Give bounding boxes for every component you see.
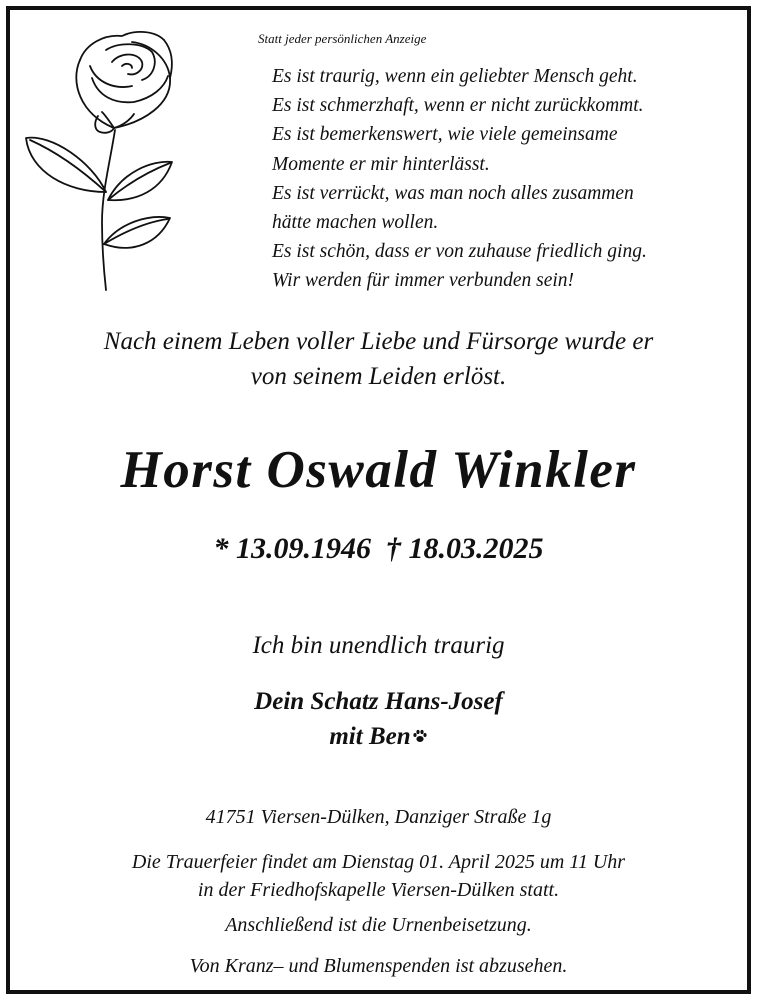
- signature-line: [0, 719, 757, 754]
- poem-line: Es ist schön, dass er von zuhause friedlich ging.: [272, 241, 647, 263]
- poem-line: Wir werden für immer verbunden sein!: [272, 270, 575, 292]
- funeral-info: [0, 848, 757, 904]
- signature: [0, 684, 757, 754]
- life-dates: * 13.09.1946 † 18.03.2025: [213, 532, 544, 565]
- urn-burial-note: Anschließend ist die Urnenbeisetzung.: [225, 914, 532, 936]
- funeral-line: Die Trauerfeier findet am Dienstag 01. April 2025 um 11 Uhr: [131, 851, 626, 873]
- paw-print-icon: [412, 728, 428, 744]
- poem: [272, 62, 647, 296]
- mourning-statement: Ich bin unendlich traurig: [252, 632, 505, 659]
- poem-line: Es ist traurig, wenn ein geliebter Mensch geht.: [272, 66, 638, 87]
- intro-line: Nach einem Leben voller Liebe und Fürsorge wurde er: [103, 328, 654, 355]
- deceased-name: Horst Oswald Winkler: [120, 441, 637, 499]
- poem-line: Momente er mir hinterlässt.: [272, 153, 490, 175]
- intro-text: [0, 324, 757, 394]
- rose-icon: [22, 22, 192, 292]
- funeral-line: in der Friedhofskapelle Viersen-Dülken statt.: [197, 879, 560, 901]
- signature-pet: mit Ben: [329, 723, 411, 750]
- header-note: Statt jeder persönlichen Anzeige: [258, 31, 427, 46]
- flowers-note: Von Kranz– und Blumenspenden ist abzusehen.: [189, 955, 568, 977]
- poem-line: Es ist schmerzhaft, wenn er nicht zurückkommt.: [272, 95, 644, 117]
- address: 41751 Viersen-Dülken, Danziger Straße 1g: [205, 806, 552, 828]
- signature-line: Dein Schatz Hans-Josef: [254, 688, 503, 715]
- poem-line: Es ist bemerkenswert, wie viele gemeinsame: [272, 124, 618, 146]
- intro-line: von seinem Leiden erlöst.: [250, 363, 507, 390]
- poem-line: Es ist verrückt, was man noch alles zusammen: [272, 182, 634, 204]
- poem-line: hätte machen wollen.: [272, 212, 439, 234]
